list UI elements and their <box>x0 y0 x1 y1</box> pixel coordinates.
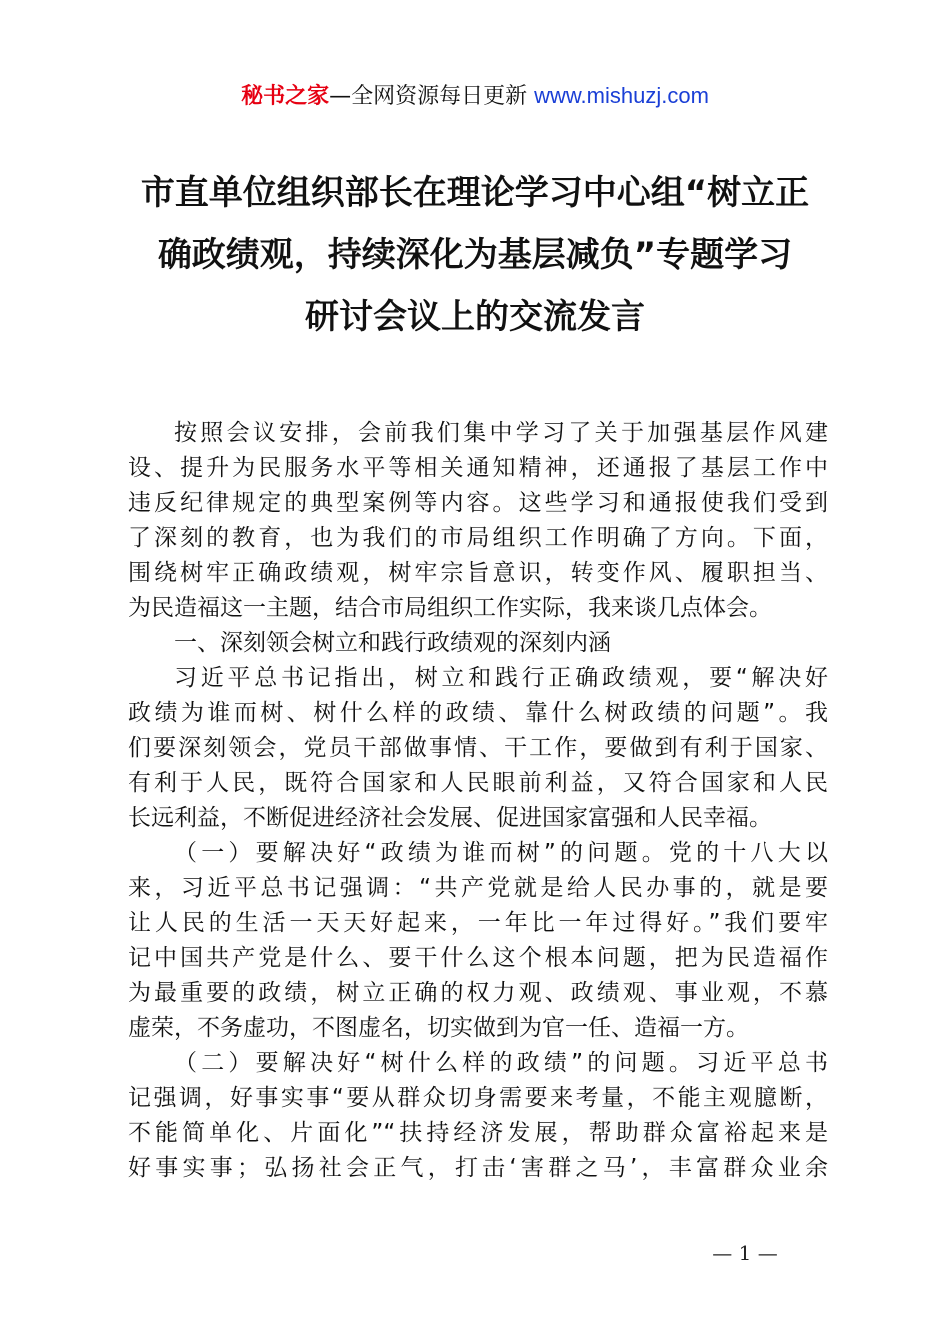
site-brand: 秘书之家 <box>241 84 330 109</box>
body-line: 了深刻的教育，也为我们的市局组织工作明确了方向。下面， <box>128 525 828 551</box>
body-line: 记强调，好事实事“要从群众切身需要来考量，不能主观臆断， <box>128 1085 828 1111</box>
title-line: 市直单位组织部长在理论学习中心组“树立正 <box>140 173 810 213</box>
body-line: 违反纪律规定的典型案例等内容。这些学习和通报使我们受到 <box>128 490 828 516</box>
body-line: 为最重要的政绩，树立正确的权力观、政绩观、事业观，不慕 <box>128 980 828 1006</box>
site-tagline: —全网资源每日更新 <box>329 84 535 109</box>
body-line: 让人民的生活一天天好起来，一年比一年过得好。”我们要牢 <box>128 910 828 936</box>
body-line: 习近平总书记指出，树立和践行正确政绩观，要“解决好 <box>174 665 828 691</box>
body-line: 好事实事；弘扬社会正气，打击‘害群之马’，丰富群众业余 <box>128 1155 828 1181</box>
body-line: 按照会议安排，会前我们集中学习了关于加强基层作风建 <box>174 420 828 446</box>
body-line: 长远利益，不断促进经济社会发展、促进国家富强和人民幸福。 <box>128 805 772 831</box>
body-line: 不能简单化、片面化”“扶持经济发展，帮助群众富裕起来是 <box>128 1120 828 1146</box>
body-line: 为民造福这一主题，结合市局组织工作实际，我来谈几点体会。 <box>128 595 772 621</box>
document-title <box>100 162 850 348</box>
title-line: 研讨会议上的交流发言 <box>305 297 645 337</box>
document-body <box>128 416 828 1186</box>
body-line: 有利于人民，既符合国家和人民眼前利益，又符合国家和人民 <box>128 770 828 796</box>
site-header <box>0 80 950 113</box>
body-line: 围绕树牢正确政绩观，树牢宗旨意识，转变作风、履职担当、 <box>128 560 828 586</box>
body-line: 记中国共产党是什么、要干什么这个根本问题，把为民造福作 <box>128 945 828 971</box>
body-line: 来，习近平总书记强调：“共产党就是给人民办事的，就是要 <box>128 875 828 901</box>
body-line: 们要深刻领会，党员干部做事情、干工作，要做到有利于国家、 <box>128 735 828 761</box>
page-number: — 1 — <box>712 1241 778 1265</box>
site-url-link[interactable]: www.mishuzj.com <box>534 83 709 108</box>
title-line: 确政绩观，持续深化为基层减负”专题学习 <box>157 235 793 275</box>
body-line: 政绩为谁而树、树什么样的政绩、靠什么树政绩的问题”。我 <box>128 700 828 726</box>
section-heading: 一、深刻领会树立和践行政绩观的深刻内涵 <box>174 630 611 656</box>
body-line: 设、提升为民服务水平等相关通知精神，还通报了基层工作中 <box>128 455 828 481</box>
body-line: 虚荣，不务虚功，不图虚名，切实做到为官一任、造福一方。 <box>128 1015 749 1041</box>
body-line: （一）要解决好“政绩为谁而树”的问题。党的十八大以 <box>174 840 828 866</box>
body-line: （二）要解决好“树什么样的政绩”的问题。习近平总书 <box>174 1050 828 1076</box>
